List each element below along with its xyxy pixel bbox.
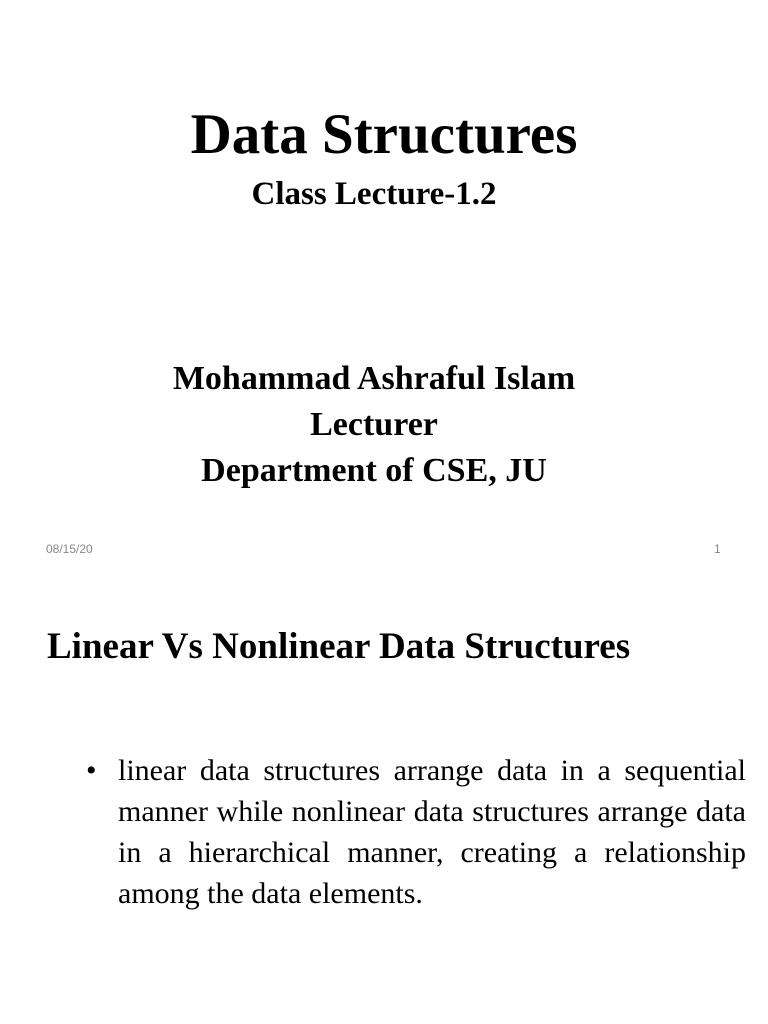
slide-title: Data Structures xyxy=(190,103,578,166)
author-name: Mohammad Ashraful Islam xyxy=(172,360,576,397)
bullet-text: linear data structures arrange data in a sequential manner while nonlinear data structures arrange data in a hierarchical manner, creating a relationship among the data elements. xyxy=(118,754,746,910)
slide-heading: Linear Vs Nonlinear Data Structures xyxy=(47,626,631,667)
slide-subtitle: Class Lecture-1.2 xyxy=(251,176,497,212)
author-position: Lecturer xyxy=(310,406,438,443)
slide-2 xyxy=(0,580,768,1024)
author-block xyxy=(0,356,748,494)
author-department: Department of CSE, JU xyxy=(201,452,547,489)
bullet-item xyxy=(86,750,746,914)
bullet-icon: • xyxy=(86,754,97,787)
slide-page-number: 1 xyxy=(714,542,721,556)
slide-footer-date: 08/15/20 xyxy=(46,542,93,556)
